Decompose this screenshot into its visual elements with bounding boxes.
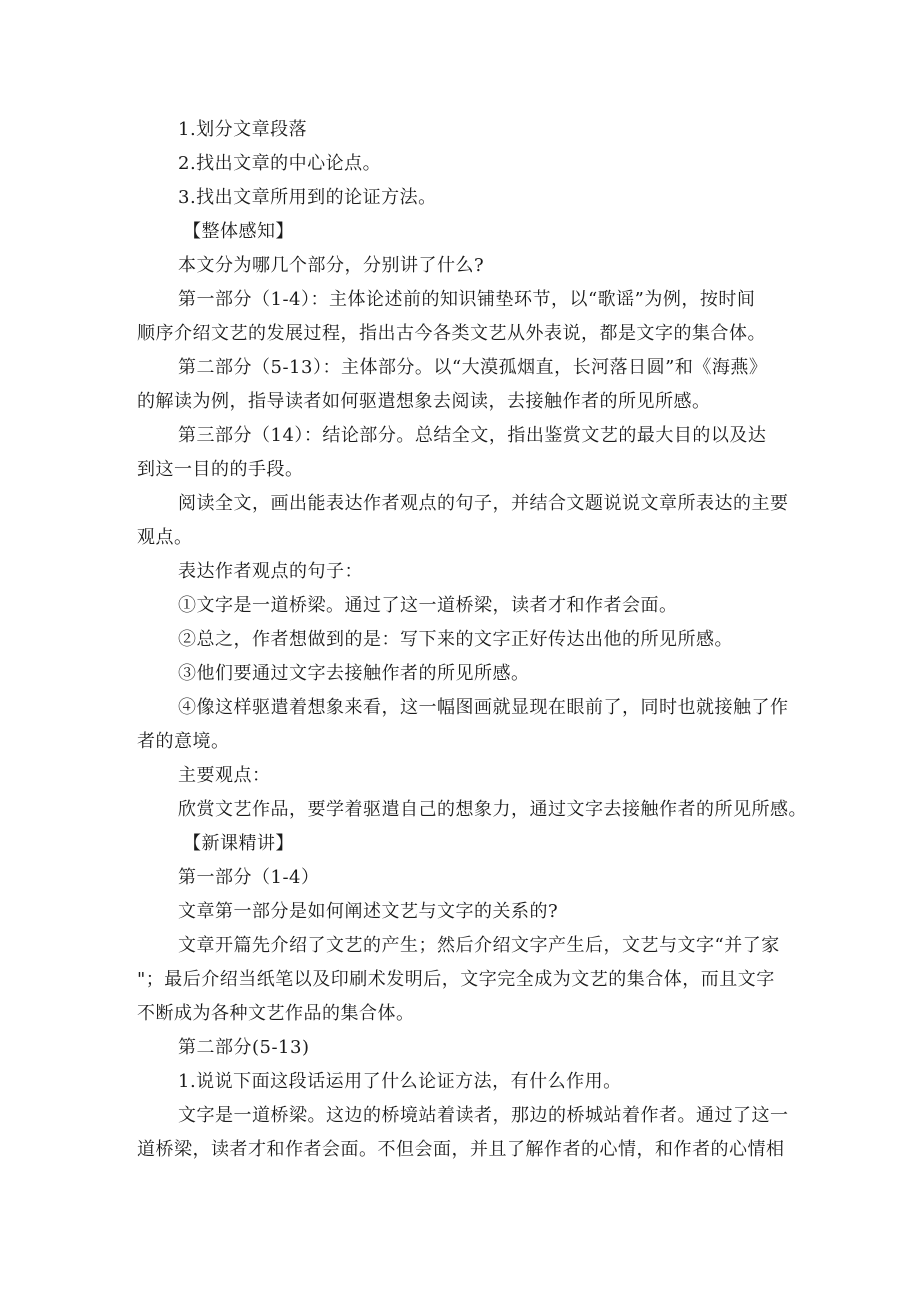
paragraph-part-three: 第三部分（14）：结论部分。总结全文，指出鉴赏文艺的最大目的以及达 [178, 425, 767, 446]
paragraph-part-two-cont: 的解读为例，指导读者如何驱遣想象去阅读，去接触作者的所见所感。 [137, 391, 711, 412]
paragraph-part-three-cont: 到这一目的的手段。 [137, 459, 304, 480]
label-main-view: 主要观点： [178, 765, 271, 786]
subheading-part-one: 第一部分（1-4） [178, 867, 320, 888]
question-parts: 本文分为哪几个部分，分别讲了什么? [178, 255, 485, 276]
main-view-text: 欣赏文艺作品，要学着驱遣自己的想象力，通过文字去接触作者的所见所感。 [178, 799, 807, 820]
paragraph-part-two: 第二部分（5-13）：主体部分。以“大漠孤烟直，长河落日圆”和《海燕》 [178, 357, 768, 378]
answer-part-one: 文章开篇先介绍了文艺的产生；然后介绍文字产生后，文艺与文字“并了家 [178, 935, 780, 956]
sentence-item-3: ③他们要通过文字去接触作者的所见所感。 [178, 663, 530, 684]
question-read-full: 阅读全文，画出能表达作者观点的句子，并结合文题说说文章所表达的主要 [178, 493, 789, 514]
task-find-thesis: 2.找出文章的中心论点。 [178, 153, 382, 174]
task-find-methods: 3.找出文章所用到的论证方法。 [178, 187, 437, 208]
section-heading-overview: 【整体感知】 [183, 221, 294, 242]
subheading-part-two: 第二部分(5-13) [178, 1037, 310, 1058]
section-heading-new-lesson: 【新课精讲】 [183, 833, 294, 854]
question-part-one: 文章第一部分是如何阐述文艺与文字的关系的? [178, 901, 559, 922]
paragraph-part-one: 第一部分（1-4）：主体论述前的知识铺垫环节，以“歌谣”为例，按时间 [178, 289, 756, 310]
sentence-item-4: ④像这样驱遣着想象来看，这一幅图画就显现在眼前了，同时也就接触了作 [178, 697, 789, 718]
sentence-item-2: ②总之，作者想做到的是：写下来的文字正好传达出他的所见所感。 [178, 629, 733, 650]
quote-bridge: 文字是一道桥梁。这边的桥境站着读者，那边的桥城站着作者。通过了这一 [178, 1105, 789, 1126]
answer-part-one-cont: "；最后介绍当纸笔以及印刷术发明后，文字完全成为文艺的集合体，而且文字 [137, 969, 775, 990]
paragraph-part-one-cont: 顺序介绍文艺的发展过程，指出古今各类文艺从外表说，都是文字的集合体。 [137, 323, 766, 344]
question-read-full-cont: 观点。 [137, 527, 193, 548]
question-argument-method: 1.说说下面这段话运用了什么论证方法，有什么作用。 [178, 1071, 622, 1092]
quote-bridge-cont: 道桥梁，读者才和作者会面。不但会面，并且了解作者的心情，和作者的心情相 [137, 1139, 785, 1160]
sentence-item-4-cont: 者的意境。 [137, 731, 230, 752]
answer-part-one-cont-2: 不断成为各种文艺作品的集合体。 [137, 1003, 415, 1024]
label-author-sentences: 表达作者观点的句子： [178, 561, 363, 582]
task-divide-paragraphs: 1.划分文章段落 [178, 119, 308, 140]
sentence-item-1: ①文字是一道桥梁。通过了这一道桥梁，读者才和作者会面。 [178, 595, 678, 616]
